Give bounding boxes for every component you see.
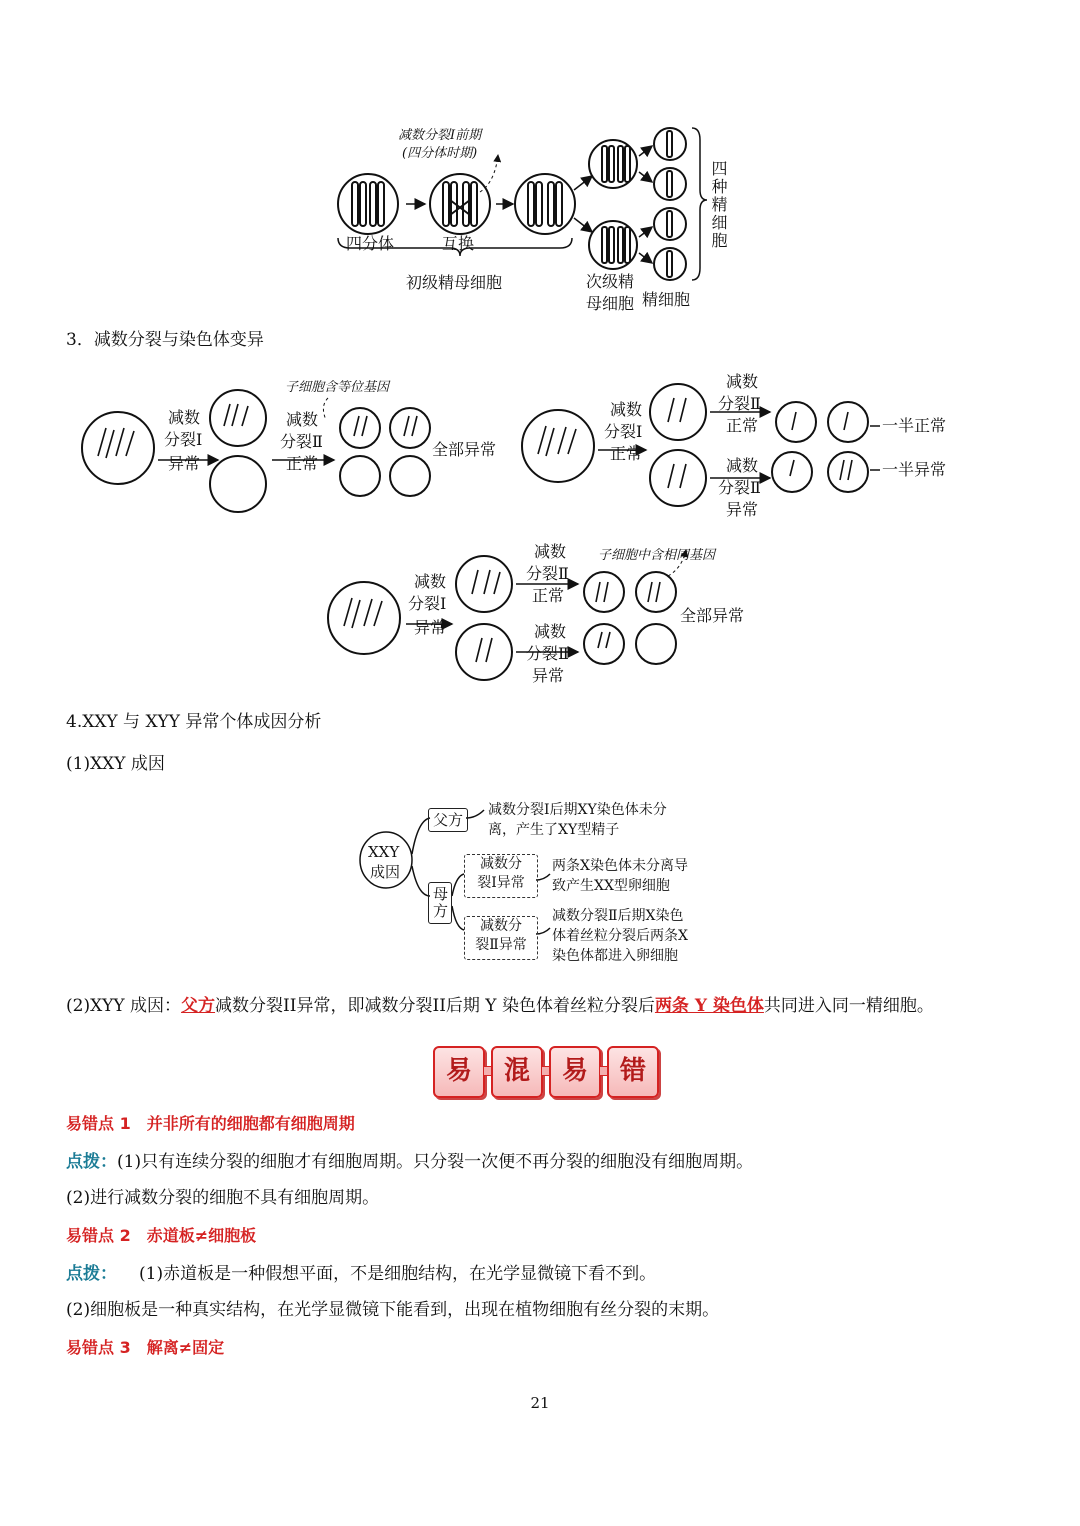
result-all-abnormal: 全部异常 bbox=[432, 440, 497, 459]
meiosis-ii-abnormal-box bbox=[464, 916, 538, 960]
identical-genes-diagram bbox=[326, 540, 766, 690]
banner-char-3: 易 bbox=[549, 1046, 601, 1098]
xyy-suffix: 共同进入同一精细胞。 bbox=[763, 996, 934, 1016]
error-point-1-line1 bbox=[66, 1150, 753, 1174]
meiosis-ii-box-line2: 裂Ⅱ异常 bbox=[475, 937, 527, 953]
meiosis-i-abnormal-box bbox=[464, 854, 538, 898]
father-description-line2: 离，产生了XY型精子 bbox=[488, 822, 620, 838]
label-secondary-line2: 母细胞 bbox=[586, 294, 635, 313]
confusion-banner bbox=[433, 1044, 653, 1098]
label-four-spermatids: 四种精细胞 bbox=[709, 160, 728, 250]
arrow1-label-line1: 减数 bbox=[168, 408, 201, 427]
annotation-prophase: 减数分裂Ⅰ前期 bbox=[398, 128, 482, 143]
d3-top-arrow-line1: 减数 bbox=[726, 372, 759, 391]
mother-m2-description-line3: 染色体都进入卵细胞 bbox=[552, 948, 678, 964]
d4-arrow1-line1: 减数 bbox=[414, 572, 447, 591]
result-half-abnormal: 一半异常 bbox=[882, 460, 947, 479]
arrow2-label-line3: 正常 bbox=[286, 454, 319, 473]
error-point-2-text1: (1)赤道板是一种假想平面，不是细胞结构，在光学显微镜下看不到。 bbox=[139, 1264, 657, 1284]
xxy-root-line1: XXY bbox=[368, 843, 400, 861]
mother-box: 母方 bbox=[428, 882, 452, 924]
label-tetrad: 四分体 bbox=[346, 234, 395, 253]
arrow2-label-line1: 减数 bbox=[286, 410, 319, 429]
d4-top-arrow-line2: 分裂Ⅱ bbox=[526, 564, 569, 583]
annotation-tetrad-stage: (四分体时期) bbox=[402, 146, 478, 161]
xyy-highlight-two-y: 两条 Y 染色体 bbox=[654, 996, 764, 1016]
error-point-2-line1 bbox=[66, 1262, 656, 1286]
error-point-2-title: 易错点 2 赤道板≠细胞板 bbox=[66, 1226, 257, 1245]
d3-bottom-arrow-line2: 分裂Ⅱ bbox=[718, 478, 761, 497]
tip-label-2: 点拨： bbox=[66, 1264, 117, 1284]
d3-arrow1-line2: 分裂Ⅰ bbox=[604, 422, 643, 441]
label-secondary-line1: 次级精 bbox=[586, 272, 635, 291]
arrow2-label-line2: 分裂Ⅱ bbox=[280, 432, 323, 451]
error-point-1-text1: (1)只有连续分裂的细胞才有细胞周期。只分裂一次便不再分裂的细胞没有细胞周期。 bbox=[117, 1152, 754, 1172]
mother-m1-description-line2: 致产生XX型卵细胞 bbox=[552, 878, 670, 894]
d4-bottom-arrow-line1: 减数 bbox=[534, 622, 567, 641]
d3-bottom-arrow-line3: 异常 bbox=[726, 500, 759, 519]
banner-char-4: 错 bbox=[607, 1046, 659, 1098]
meiosis-ii-abnormal-diagram bbox=[520, 372, 960, 520]
d4-arrow1-line3: 异常 bbox=[414, 618, 447, 637]
meiosis-i-box-line2: 裂Ⅰ异常 bbox=[477, 875, 525, 891]
banner-char-1: 易 bbox=[433, 1046, 485, 1098]
d3-top-arrow-line2: 分裂Ⅱ bbox=[718, 394, 761, 413]
annotation-allelic-genes: 子细胞含等位基因 bbox=[285, 380, 390, 395]
meiosis-crossover-diagram bbox=[330, 120, 750, 315]
father-box: 父方 bbox=[428, 808, 468, 832]
d3-arrow1-line1: 减数 bbox=[610, 400, 643, 419]
meiosis-i-box-line1: 减数分 bbox=[480, 856, 522, 872]
error-point-3-title: 易错点 3 解离≠固定 bbox=[66, 1338, 225, 1357]
xyy-middle: 减数分裂II异常，即减数分裂II后期 Y 染色体着丝粒分裂后 bbox=[215, 996, 655, 1016]
label-crossover: 互换 bbox=[442, 234, 475, 253]
xyy-cause-paragraph bbox=[66, 994, 934, 1018]
d3-bottom-arrow-line1: 减数 bbox=[726, 456, 759, 475]
banner-char-2: 混 bbox=[491, 1046, 543, 1098]
d4-result-all-abnormal: 全部异常 bbox=[680, 606, 745, 625]
error-point-1-title: 易错点 1 并非所有的细胞都有细胞周期 bbox=[66, 1114, 355, 1133]
xxy-root-line2: 成因 bbox=[370, 863, 401, 881]
d3-arrow1-line3: 正常 bbox=[610, 444, 643, 463]
d4-arrow1-line2: 分裂Ⅰ bbox=[408, 594, 447, 613]
mother-m2-description-line1: 减数分裂Ⅱ后期X染色 bbox=[552, 908, 684, 924]
xxy-cause-diagram bbox=[360, 796, 740, 968]
d4-bottom-arrow-line3: 异常 bbox=[532, 666, 565, 685]
d3-top-arrow-line3: 正常 bbox=[726, 416, 759, 435]
arrow1-label-line3: 异常 bbox=[168, 454, 201, 473]
arrow1-label-line2: 分裂Ⅰ bbox=[164, 430, 203, 449]
meiosis-crossover-figure bbox=[330, 120, 750, 315]
tip-label-1: 点拨： bbox=[66, 1152, 117, 1172]
xyy-prefix: (2)XYY 成因： bbox=[66, 996, 182, 1016]
page-number: 21 bbox=[530, 1394, 550, 1412]
label-primary-spermatocyte: 初级精母细胞 bbox=[406, 273, 503, 292]
error-point-1-line2: (2)进行减数分裂的细胞不具有细胞周期。 bbox=[66, 1188, 380, 1208]
section4-heading: 4.XXY 与 XYY 异常个体成因分析 bbox=[66, 712, 322, 732]
d4-top-arrow-line3: 正常 bbox=[532, 586, 565, 605]
mother-m1-description-line1: 两条X染色体未分离导 bbox=[552, 858, 688, 874]
error-point-2-line2: (2)细胞板是一种真实结构，在光学显微镜下能看到，出现在植物细胞有丝分裂的末期。 bbox=[66, 1300, 720, 1320]
xxy-cause-heading: (1)XXY 成因 bbox=[66, 754, 165, 774]
mother-m2-description-line2: 体着丝粒分裂后两条X bbox=[552, 928, 688, 944]
father-description-line1: 减数分裂Ⅰ后期XY染色体未分 bbox=[488, 802, 667, 818]
meiosis-i-abnormal-diagram bbox=[80, 376, 520, 506]
result-half-normal: 一半正常 bbox=[882, 416, 947, 435]
d4-bottom-arrow-line2: 分裂Ⅱ bbox=[526, 644, 569, 663]
annotation-identical-genes: 子细胞中含相同基因 bbox=[598, 548, 716, 563]
xyy-highlight-father: 父方 bbox=[181, 996, 216, 1016]
d4-top-arrow-line1: 减数 bbox=[534, 542, 567, 561]
meiosis-ii-box-line1: 减数分 bbox=[480, 918, 522, 934]
label-spermatid: 精细胞 bbox=[642, 290, 691, 309]
section3-heading: 3．减数分裂与染色体变异 bbox=[66, 330, 264, 350]
